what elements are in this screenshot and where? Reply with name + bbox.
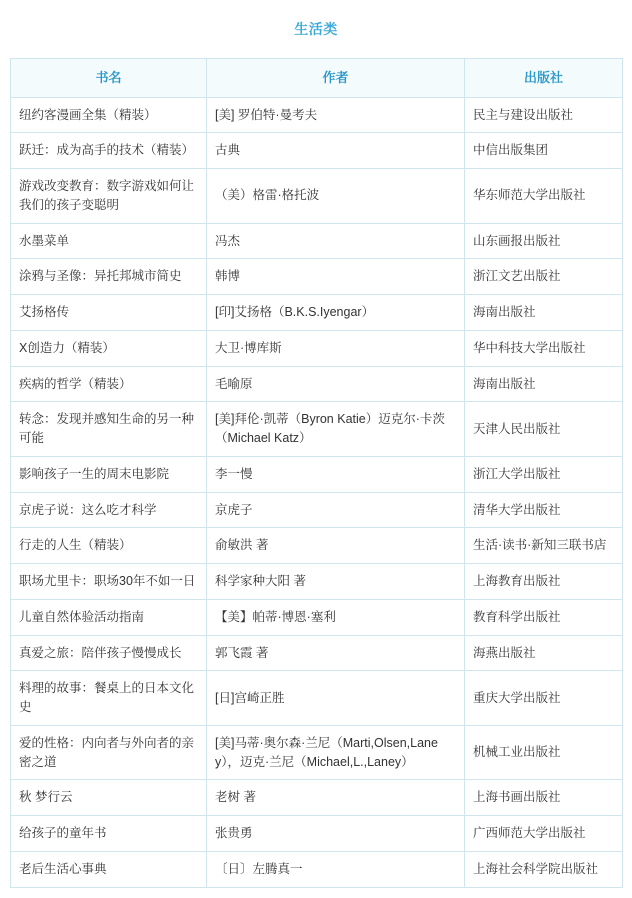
cell-book-publisher: 教育科学出版社 — [465, 599, 623, 635]
table-row — [11, 295, 623, 331]
cell-book-publisher: 浙江文艺出版社 — [465, 259, 623, 295]
cell-book-title: 真爱之旅：陪伴孩子慢慢成长 — [11, 635, 207, 671]
cell-book-author: 冯杰 — [207, 223, 465, 259]
table-row — [11, 259, 623, 295]
table-row — [11, 169, 623, 224]
table-row — [11, 402, 623, 457]
table-row — [11, 816, 623, 852]
cell-book-title: 转念：发现并感知生命的另一种可能 — [11, 402, 207, 457]
cell-book-title: 爱的性格：内向者与外向者的亲密之道 — [11, 725, 207, 780]
cell-book-title: 京虎子说：这么吃才科学 — [11, 492, 207, 528]
cell-book-publisher: 民主与建设出版社 — [465, 97, 623, 133]
cell-book-publisher: 华中科技大学出版社 — [465, 330, 623, 366]
table-row — [11, 456, 623, 492]
cell-book-publisher: 重庆大学出版社 — [465, 671, 623, 726]
cell-book-title: 疾病的哲学（精装） — [11, 366, 207, 402]
cell-book-author: [美] 罗伯特·曼考夫 — [207, 97, 465, 133]
column-header-title: 书名 — [11, 59, 207, 98]
cell-book-title: 游戏改变教育：数字游戏如何让我们的孩子变聪明 — [11, 169, 207, 224]
table-row — [11, 635, 623, 671]
table-row — [11, 599, 623, 635]
cell-book-title: 行走的人生（精装） — [11, 528, 207, 564]
table-body — [11, 97, 623, 887]
book-table — [10, 58, 623, 888]
cell-book-publisher: 海南出版社 — [465, 295, 623, 331]
table-row — [11, 851, 623, 887]
cell-book-title: 料理的故事：餐桌上的日本文化史 — [11, 671, 207, 726]
cell-book-author: [日]宫崎正胜 — [207, 671, 465, 726]
cell-book-title: 跃迁：成为高手的技术（精装） — [11, 133, 207, 169]
cell-book-author: （美）格雷·格托波 — [207, 169, 465, 224]
cell-book-publisher: 生活·读书·新知三联书店 — [465, 528, 623, 564]
cell-book-title: 老后生活心事典 — [11, 851, 207, 887]
column-header-author: 作者 — [207, 59, 465, 98]
cell-book-author: 韩博 — [207, 259, 465, 295]
cell-book-title: 职场尤里卡：职场30年不如一日 — [11, 564, 207, 600]
cell-book-publisher: 天津人民出版社 — [465, 402, 623, 457]
cell-book-author: [印]艾扬格（B.K.S.Iyengar） — [207, 295, 465, 331]
table-row — [11, 492, 623, 528]
cell-book-author: 科学家种大阳 著 — [207, 564, 465, 600]
table-row — [11, 671, 623, 726]
cell-book-publisher: 清华大学出版社 — [465, 492, 623, 528]
book-table-wrapper — [0, 58, 632, 898]
table-header — [11, 59, 623, 98]
cell-book-publisher: 浙江大学出版社 — [465, 456, 623, 492]
cell-book-title: 水墨菜单 — [11, 223, 207, 259]
cell-book-publisher: 上海教育出版社 — [465, 564, 623, 600]
cell-book-title: 影响孩子一生的周末电影院 — [11, 456, 207, 492]
cell-book-title: X创造力（精装） — [11, 330, 207, 366]
cell-book-author: 李一慢 — [207, 456, 465, 492]
cell-book-author: 老树 著 — [207, 780, 465, 816]
cell-book-publisher: 海燕出版社 — [465, 635, 623, 671]
table-row — [11, 725, 623, 780]
column-header-publisher: 出版社 — [465, 59, 623, 98]
table-row — [11, 133, 623, 169]
cell-book-publisher: 中信出版集团 — [465, 133, 623, 169]
cell-book-title: 艾扬格传 — [11, 295, 207, 331]
cell-book-author: 古典 — [207, 133, 465, 169]
cell-book-publisher: 上海书画出版社 — [465, 780, 623, 816]
cell-book-title: 纽约客漫画全集（精装） — [11, 97, 207, 133]
cell-book-title: 儿童自然体验活动指南 — [11, 599, 207, 635]
table-row — [11, 330, 623, 366]
table-row — [11, 366, 623, 402]
table-header-row — [11, 59, 623, 98]
cell-book-publisher: 上海社会科学院出版社 — [465, 851, 623, 887]
page-title-bar — [0, 0, 632, 58]
table-row — [11, 780, 623, 816]
table-row — [11, 223, 623, 259]
cell-book-author: [美]拜伦·凯蒂（Byron Katie）迈克尔·卡茨（Michael Katz） — [207, 402, 465, 457]
cell-book-publisher: 华东师范大学出版社 — [465, 169, 623, 224]
cell-book-publisher: 海南出版社 — [465, 366, 623, 402]
cell-book-author: 毛喻原 — [207, 366, 465, 402]
table-row — [11, 528, 623, 564]
cell-book-author: [美]马蒂·奥尔森·兰尼（Marti,Olsen,Laney），迈克·兰尼（Michael,L.,Laney） — [207, 725, 465, 780]
cell-book-author: 郭飞霞 著 — [207, 635, 465, 671]
table-row — [11, 97, 623, 133]
cell-book-title: 涂鸦与圣像：异托邦城市简史 — [11, 259, 207, 295]
cell-book-publisher: 机械工业出版社 — [465, 725, 623, 780]
cell-book-title: 给孩子的童年书 — [11, 816, 207, 852]
cell-book-title: 秋 梦行云 — [11, 780, 207, 816]
cell-book-author: 京虎子 — [207, 492, 465, 528]
cell-book-author: 俞敏洪 著 — [207, 528, 465, 564]
table-row — [11, 564, 623, 600]
cell-book-publisher: 广西师范大学出版社 — [465, 816, 623, 852]
cell-book-author: 张贵勇 — [207, 816, 465, 852]
cell-book-author: 【美】帕蒂·博恩·塞利 — [207, 599, 465, 635]
cell-book-publisher: 山东画报出版社 — [465, 223, 623, 259]
cell-book-author: 〔日〕左腾真一 — [207, 851, 465, 887]
cell-book-author: 大卫·博库斯 — [207, 330, 465, 366]
page-title: 生活类 — [294, 21, 338, 37]
